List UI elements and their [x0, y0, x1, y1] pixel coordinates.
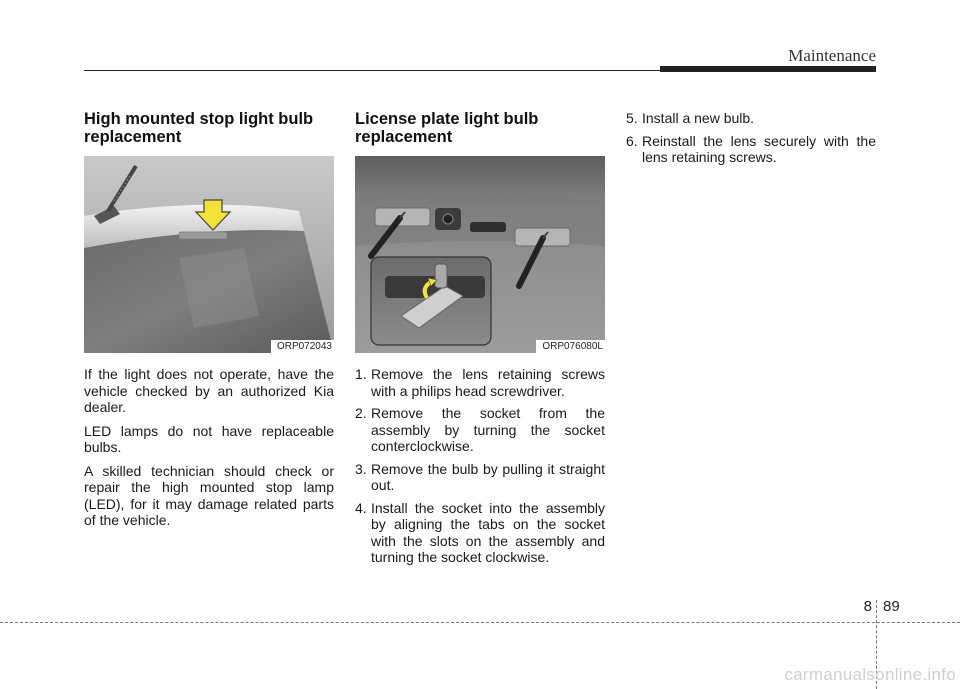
step-text: Remove the socket from the assembly by turning the socket conterclockwise. — [371, 405, 605, 454]
header-rule — [84, 70, 664, 71]
instruction-steps-continued — [626, 110, 876, 166]
figure-stop-light — [84, 156, 334, 353]
list-item — [626, 110, 876, 127]
list-item — [355, 405, 605, 455]
list-item — [355, 500, 605, 566]
column-continued-steps — [626, 110, 876, 172]
section-title: Maintenance — [788, 46, 876, 65]
license-plate-illustration — [355, 156, 605, 353]
list-item — [355, 461, 605, 494]
stop-light-illustration — [84, 156, 334, 353]
list-item — [626, 133, 876, 166]
heading-license-plate-light: License plate light bulb replacement — [355, 110, 539, 146]
step-text: Remove the lens retaining screws with a philips head screwdriver. — [371, 366, 605, 399]
paragraph: LED lamps do not have replaceable bulbs. — [84, 422, 334, 455]
step-text: Reinstall the lens securely with the lens retaining screws. — [642, 132, 876, 165]
column-license-plate-light — [355, 110, 605, 572]
step-number: 2. — [355, 405, 367, 421]
step-text: Remove the bulb by pulling it straight out. — [371, 460, 605, 493]
figure-label: ORP076080L — [536, 340, 605, 353]
step-number: 4. — [355, 499, 367, 516]
step-number: 3. — [355, 460, 367, 477]
watermark: carmanualsonline.info — [784, 665, 956, 684]
figure-license-plate-light — [355, 156, 605, 353]
chapter-number: 8 — [863, 598, 872, 615]
step-text: Install a new bulb. — [642, 110, 755, 126]
figure-label: ORP072043 — [271, 340, 334, 353]
step-text: Install the socket into the assembly by aligning the tabs on the socket with the slots on the assembly and turning the socket clockwise. — [371, 499, 605, 565]
step-number: 1. — [355, 366, 367, 382]
paragraph: A skilled technician should check or repair the high mounted stop lamp (LED), for it may damage related parts of the vehicle. — [84, 462, 334, 528]
step-number: 5. — [626, 110, 638, 126]
instruction-steps — [355, 366, 605, 566]
tailgate-handle — [470, 222, 506, 232]
list-item — [355, 366, 605, 399]
footer-rule — [0, 622, 960, 623]
stop-lamp — [179, 232, 227, 239]
heading-high-mounted-stop-light: High mounted stop light bulb replacement — [84, 110, 314, 146]
column-high-mounted-stop-light — [84, 110, 334, 536]
paragraph: If the light does not operate, have the vehicle checked by an authorized Kia dealer. — [84, 366, 334, 415]
header-rule-accent — [660, 66, 876, 72]
bulb-socket — [435, 264, 447, 288]
step-number: 6. — [626, 132, 638, 149]
page-number: 89 — [883, 598, 900, 615]
